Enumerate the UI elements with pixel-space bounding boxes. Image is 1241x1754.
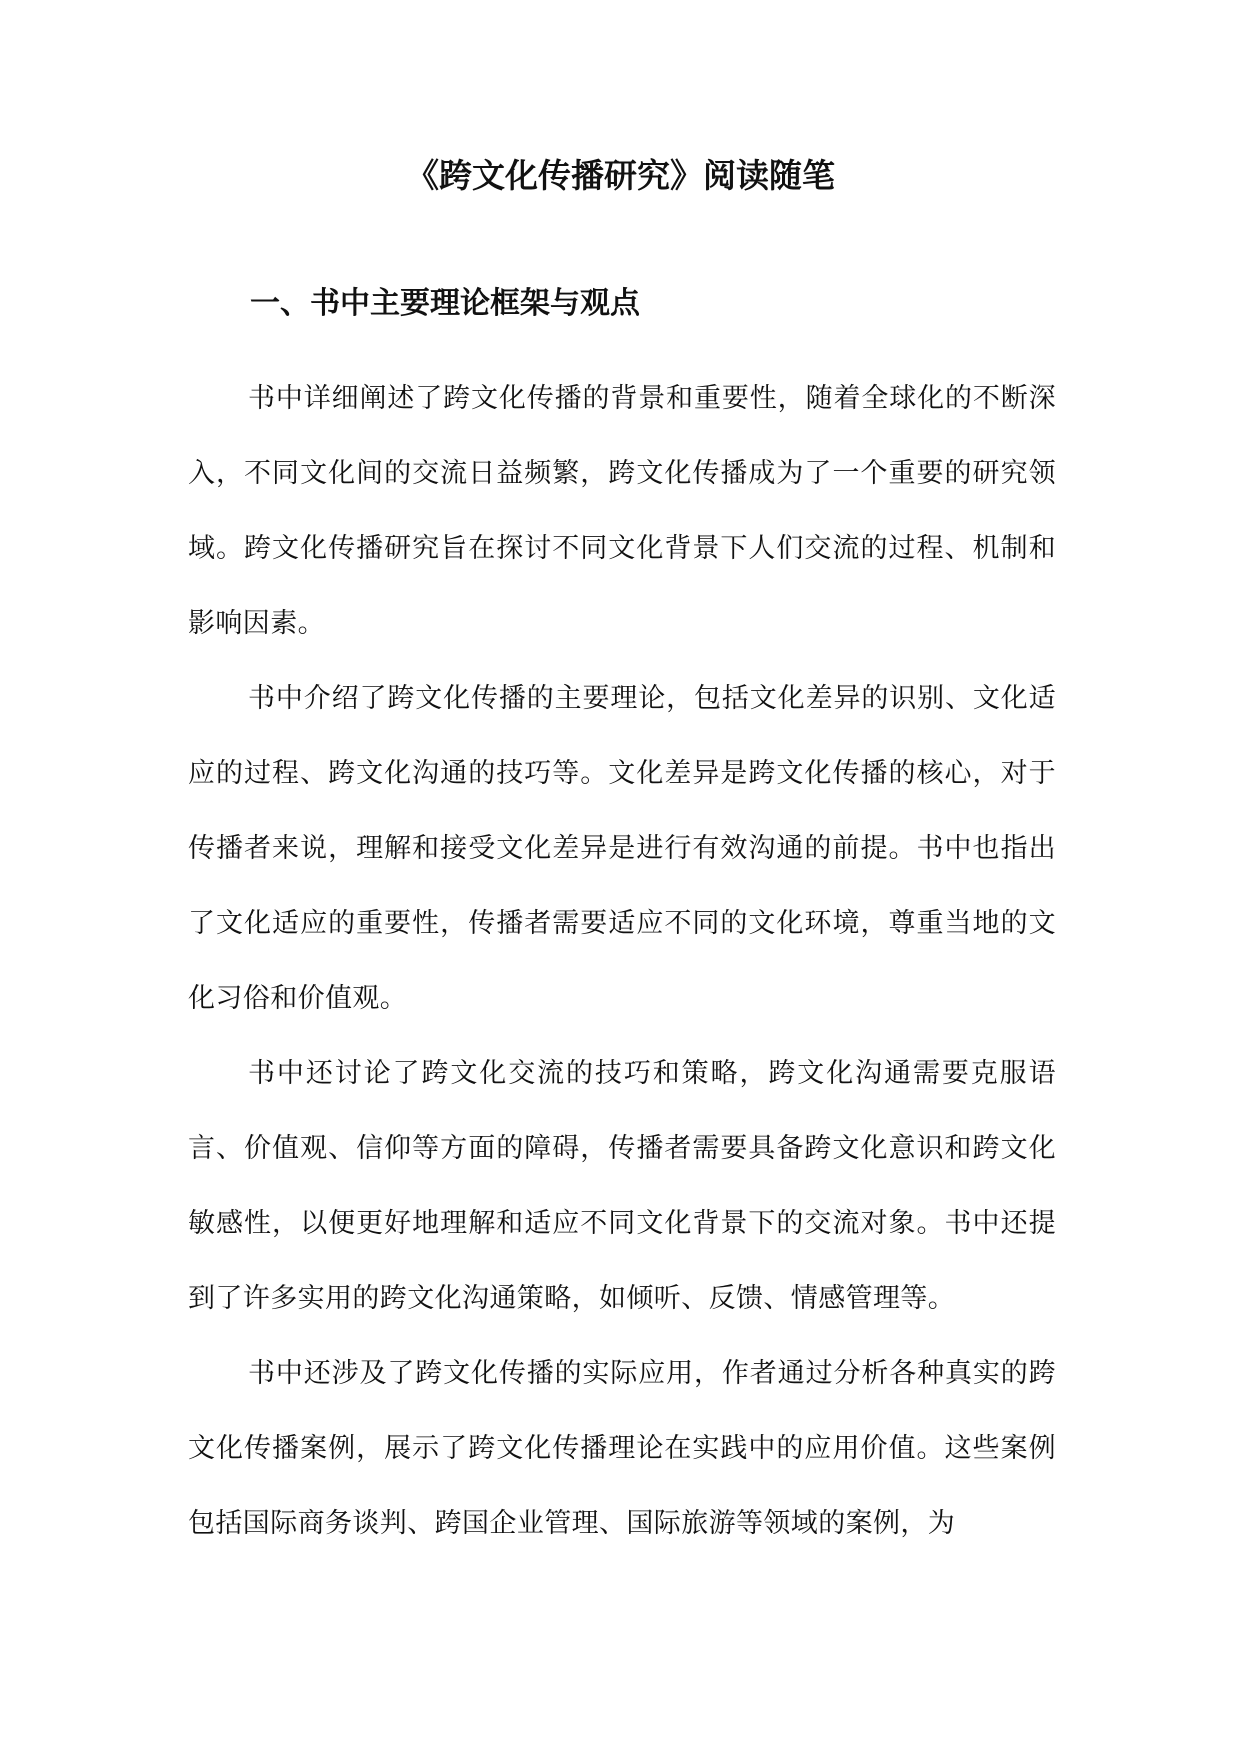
paragraph-3: 书中还讨论了跨文化交流的技巧和策略，跨文化沟通需要克服语言、价值观、信仰等方面的障碍，传播者需要具备跨文化意识和跨文化敏感性，以便更好地理解和适应不同文化背景下的交流对象。书中还提到了许多实用的跨文化沟通策略，如倾听、反馈、情感管理等。 <box>188 1058 1056 1314</box>
section-heading: 一、书中主要理论框架与观点 <box>250 286 640 321</box>
paragraph-2: 书中介绍了跨文化传播的主要理论，包括文化差异的识别、文化适应的过程、跨文化沟通的技巧等。文化差异是跨文化传播的核心，对于传播者来说，理解和接受文化差异是进行有效沟通的前提。书中也指出了文化适应的重要性，传播者需要适应不同的文化环境，尊重当地的文化习俗和价值观。 <box>188 683 1056 1014</box>
body-text <box>188 361 1056 1561</box>
paragraph-1: 书中详细阐述了跨文化传播的背景和重要性，随着全球化的不断深入，不同文化间的交流日益频繁，跨文化传播成为了一个重要的研究领域。跨文化传播研究旨在探讨不同文化背景下人们交流的过程、机制和影响因素。 <box>188 383 1056 639</box>
document-title: 《跨文化传播研究》阅读随笔 <box>406 156 835 195</box>
paragraph-4: 书中还涉及了跨文化传播的实际应用，作者通过分析各种真实的跨文化传播案例，展示了跨文化传播理论在实践中的应用价值。这些案例包括国际商务谈判、跨国企业管理、国际旅游等领域的案例，为 <box>188 1358 1056 1539</box>
